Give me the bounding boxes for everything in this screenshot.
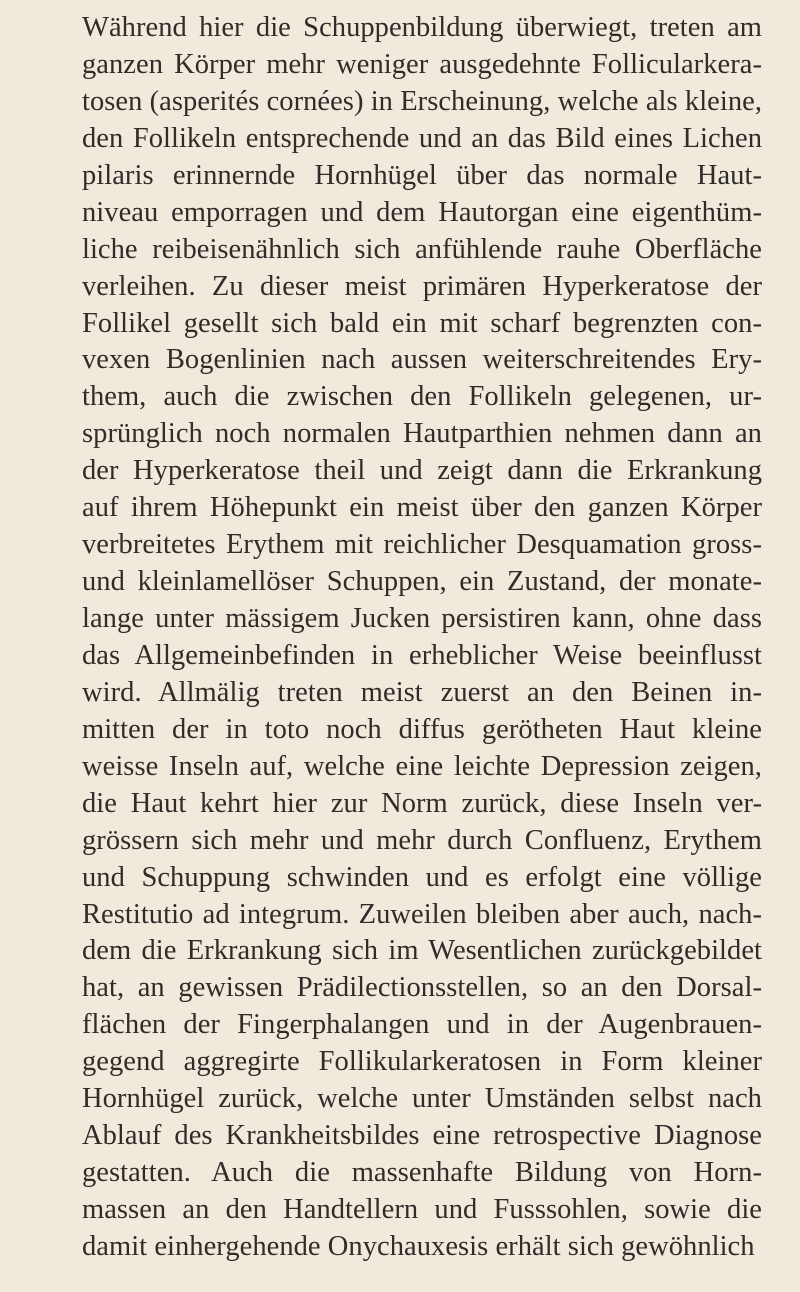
text-line-3: tosen (asperités cornées) in Erscheinung, welche als kleine, [82,85,762,117]
text-line-11: them, auch die zwischen den Follikeln gelegenen, ur- [82,381,762,413]
text-line-32: gestatten. Auch die massenhafte Bildung von Horn- [82,1157,762,1189]
text-line-12: sprünglich noch normalen Hautparthien nehmen dann an [82,418,762,450]
text-line-24: und Schuppung schwinden und es erfolgt eine völlige [82,861,762,893]
text-line-18: das Allgemeinbefinden in erheblicher Weise beeinflusst [82,639,762,671]
text-line-13: der Hyperkeratose theil und zeigt dann die Erkrankung [82,455,762,487]
text-line-25: Restitutio ad integrum. Zuweilen bleiben aber auch, nach- [82,898,762,930]
text-line-7: liche reibeisenähnlich sich anfühlende rauhe Oberfläche [82,233,762,265]
text-line-8: verleihen. Zu dieser meist primären Hyperkeratose der [82,270,762,302]
text-line-2: ganzen Körper mehr weniger ausgedehnte Follicularkera- [82,48,762,80]
text-line-1: Während hier die Schuppenbildung überwiegt, treten am [82,12,762,43]
text-line-9: Follikel gesellt sich bald ein mit scharf begrenzten con- [82,307,762,339]
text-line-21: weisse Inseln auf, welche eine leichte Depression zeigen, [82,750,762,782]
text-line-20: mitten der in toto noch diffus gerötheten Haut kleine [82,713,762,745]
text-line-31: Ablauf des Krankheitsbildes eine retrospective Diagnose [82,1120,762,1152]
text-line-34: damit einhergehende Onychauxesis erhält sich gewöhnlich [82,1230,755,1262]
text-line-23: grössern sich mehr und mehr durch Confluenz, Erythem [82,824,762,856]
text-line-4: den Follikeln entsprechende und an das Bild eines Lichen [82,122,762,154]
text-line-10: vexen Bogenlinien nach aussen weiterschreitendes Ery- [82,344,762,376]
text-line-29: gegend aggregirte Follikularkeratosen in Form kleiner [82,1046,762,1078]
text-line-14: auf ihrem Höhepunkt ein meist über den ganzen Körper [82,492,762,524]
text-line-33: massen an den Handtellern und Fusssohlen, sowie die [82,1194,762,1225]
text-line-22: die Haut kehrt hier zur Norm zurück, diese Inseln ver- [82,787,762,819]
body-text [82,10,762,1266]
text-line-19: wird. Allmälig treten meist zuerst an den Beinen in- [82,676,762,708]
text-line-16: und kleinlamellöser Schuppen, ein Zustand, der monate- [82,566,762,598]
text-line-30: Hornhügel zurück, welche unter Umständen selbst nach [82,1083,762,1115]
text-line-15: verbreitetes Erythem mit reichlicher Desquamation gross- [82,529,762,561]
text-line-6: niveau emporragen und dem Hautorgan eine eigenthüm- [82,196,762,228]
text-line-27: hat, an gewissen Prädilectionsstellen, so an den Dorsal- [82,972,762,1004]
text-line-26: dem die Erkrankung sich im Wesentlichen zurückgebildet [82,935,762,967]
text-line-5: pilaris erinnernde Hornhügel über das normale Haut- [82,159,762,191]
text-line-28: flächen der Fingerphalangen und in der Augenbrauen- [82,1009,762,1041]
text-line-17: lange unter mässigem Jucken persistiren kann, ohne dass [82,603,762,634]
